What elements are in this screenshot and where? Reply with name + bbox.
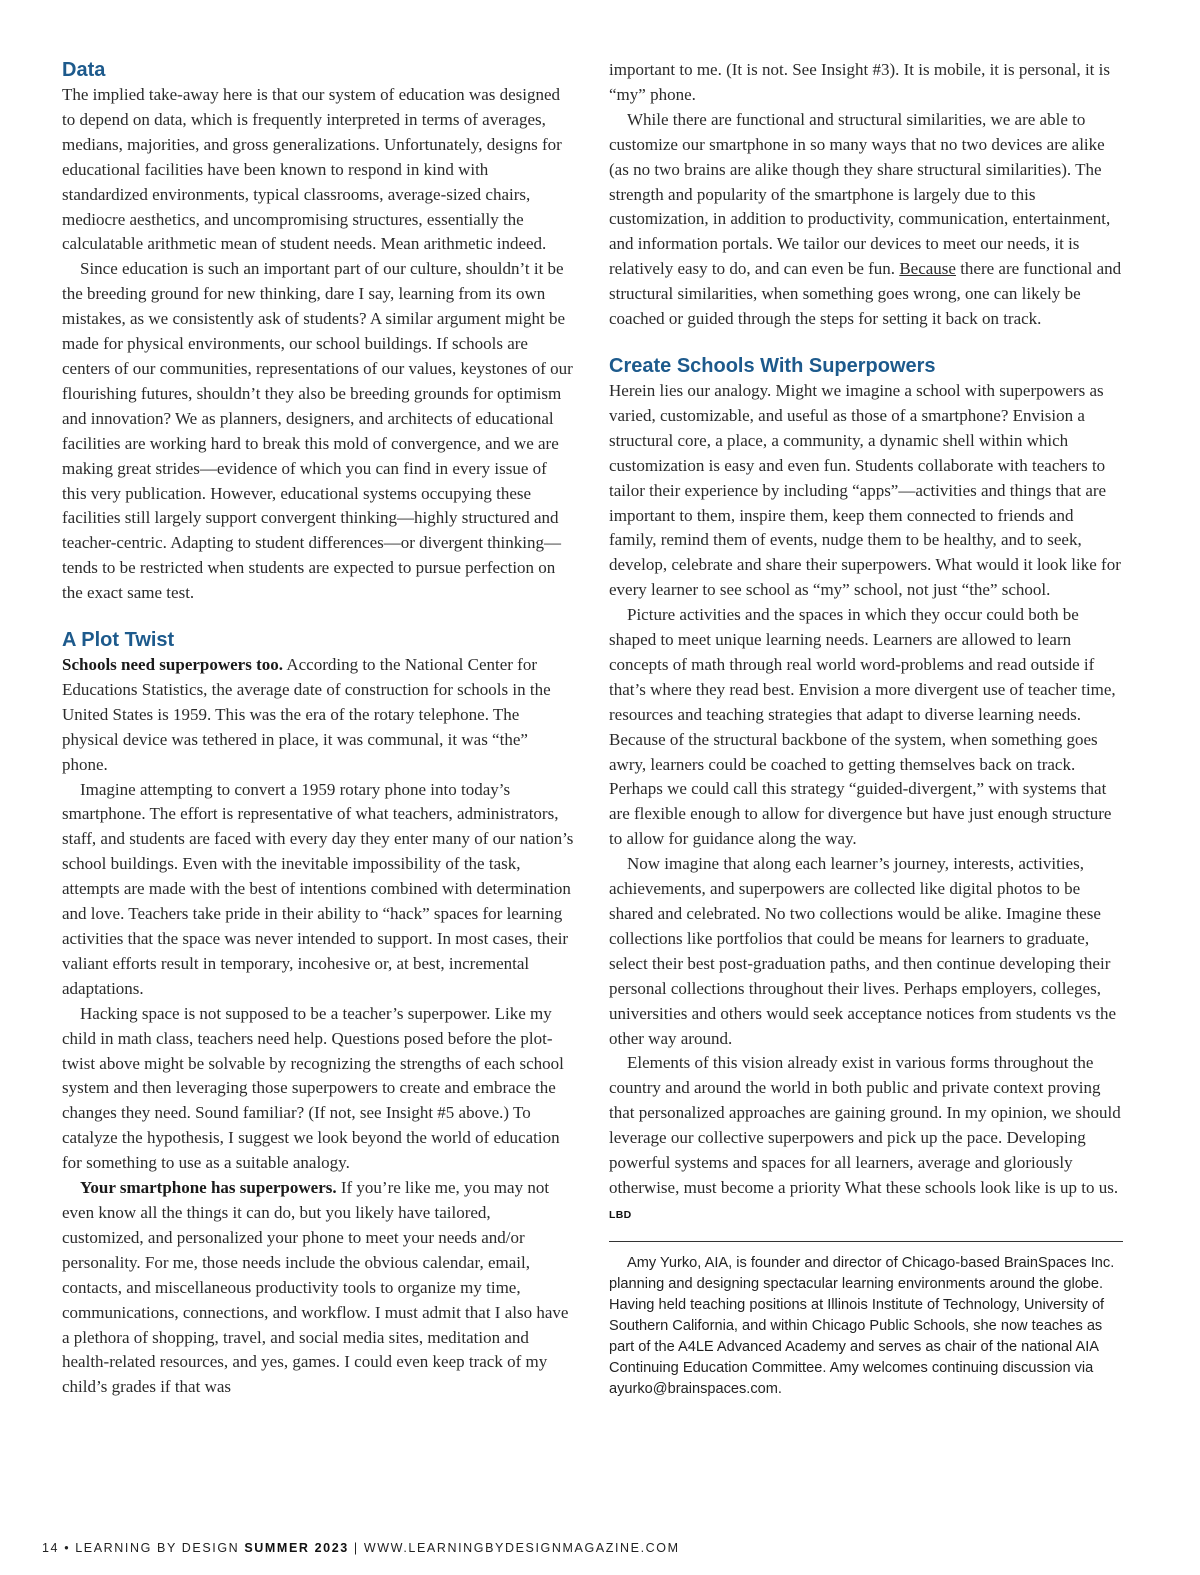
bio-divider (609, 1241, 1123, 1242)
lead-in-text: Schools need superpowers too. (62, 655, 284, 675)
paragraph: Hacking space is not supposed to be a teacher’s superpower. Like my child in math class, teachers need help. Questions posed before the plot-twist above might be solvable by recognizing the strengths of each school system and then leveraging those superpowers to create and embrace the changes they need. Sound familiar? (If not, see Insight #5 above.) To catalyze the hypothesis, I suggest we look beyond the world of education for something to use as a suitable analogy. (62, 1003, 564, 1173)
paragraph: The implied take-away here is that our system of education was designed to depend on data, which is frequently interpreted in terms of averages, medians, majorities, and gross generalizations. Unfortunately, designs for educational facilities have been known to respond in kind with standardized environments, typical classrooms, average-sized chairs, mediocre aesthetics, and uncompromising structures, essentially the calculatable arithmetic mean of student needs. Mean arithmetic indeed. (62, 85, 562, 254)
paragraph: Since education is such an important part of our culture, shouldn’t it be the breeding ground for new thinking, dare I say, learning from its own mistakes, as we consistently ask of students? A similar argument might be made for physical environments, our school buildings. If schools are centers of our communities, representations of our values, keystones of our flourishing futures, shouldn’t they also be breeding grounds for optimism and innovation? We as planners, designers, and architects of educational facilities are working hard to break this mold of convergence, and we are making great strides—evidence of which you can find in every issue of this very publication. However, educational systems occupying these facilities still largely support convergent thinking—highly structured and teacher-centric. Adapting to student differences—or divergent thinking—tends to be restricted when students are expected to pursue perfection on the exact same test. (62, 259, 573, 603)
paragraph: Herein lies our analogy. Might we imagine a school with superpowers as varied, customizable, and useful as those of a smartphone? Envision a structural core, a place, a community, a dynamic shell within which customization is easy and even fun. Students collaborate with teachers to tailor their experience by including “apps”—activities and things that are important to them, inspire them, keep them connected to friends and family, remind them of events, nudge them to be healthy, and to seek, develop, celebrate and share their superpowers. What would it look like for every learner to see school as “my” school, not just “the” school. (609, 380, 1121, 600)
paragraph: important to me. (It is not. See Insight #3). It is mobile, it is personal, it is “my” phone. (609, 60, 1110, 104)
section-heading-superpowers: Create Schools With Superpowers (609, 354, 936, 377)
paragraph: Picture activities and the spaces in which they occur could both be shaped to meet unique learning needs. Learners are allowed to learn concepts of math through real world word-problems and read outside if that’s where they read best. Envision a more divergent use of teacher time, resources and teaching strategies that adapt to diverse learning needs. Because of the structural backbone of the system, when something goes awry, learners could be coached to getting themselves back on track. Perhaps we could call this strategy “guided-divergent,” with systems that are flexible enough to allow for divergence but have just enough structure to allow for guidance along the way. (609, 605, 1116, 849)
website-link[interactable]: WWW.LEARNINGBYDESIGNMAGAZINE.COM (363, 1541, 680, 1555)
underlined-word: Because (899, 259, 956, 279)
paragraph (609, 1051, 1123, 1227)
paragraph (609, 108, 1123, 332)
issue-label: SUMMER 2023 (244, 1541, 349, 1555)
footer-separator: | (353, 1541, 359, 1555)
paragraph-text: Elements of this vision already exist in various forms throughout the country and around the world in both public and private context proving that personalized approaches are gaining ground. In my opinion, we should leverage our collective superpowers and pick up the pace. Developing powerful systems and spaces for all learners, average and gloriously otherwise, must become a priority What these schools look like is up to us. (609, 1053, 1121, 1197)
right-column (609, 58, 1123, 1400)
magazine-name: LEARNING BY DESIGN (75, 1541, 240, 1555)
author-bio: Amy Yurko, AIA, is founder and director of Chicago-based BrainSpaces Inc. planning and designing spectacular learning environments around the globe. Having held teaching positions at Illinois Institute of Technology, University of Southern California, and within Chicago Public Schools, she now teaches as part of the A4LE Advanced Academy and serves as chair of the national AIA Continuing Education Committee. Amy welcomes continuing discussion via ayurko@brainspaces.com. (609, 1254, 1115, 1397)
paragraph: Now imagine that along each learner’s journey, interests, activities, achievements, and superpowers are collected like digital photos to be shared and celebrated. No two collections would be alike. Imagine these collections like portfolios that could be means for learners to graduate, select their best post-graduation paths, and then continue developing their personal collections throughout their lives. Perhaps employers, colleges, universities and others would seek acceptance notices from students vs the other way around. (609, 854, 1117, 1048)
footer-bullet: • (64, 1541, 71, 1555)
end-mark: LBD (609, 1208, 632, 1221)
paragraph: Imagine attempting to convert a 1959 rotary phone into today’s smartphone. The effort is representative of what teachers, administrators, staff, and students are faced with every day they enter many of our nation’s school buildings. Even with the inevitable impossibility of the task, attempts are made with the best of intentions combined with determination and love. Teachers take pride in their ability to “hack” spaces for learning activities that the space was never intended to support. In most cases, their valiant efforts result in temporary, incohesive or, at best, incremental adaptations. (62, 779, 574, 998)
section-heading-plot-twist: A Plot Twist (62, 629, 175, 652)
paragraph-text: If you’re like me, you may not even know all the things it can do, but you likely have tailored, customized, and personalized your phone to meet your needs and/or personality. For me, those needs include the obvious calendar, email, contacts, and miscellaneous productivity tools to organize my time, communications, connections, and workflow. I must admit that I also have a plethora of shopping, travel, and social media sites, meditation and health-related resources, and yes, games. I could even keep track of my child’s grades if that was (62, 1178, 569, 1397)
paragraph (62, 653, 574, 778)
section-heading-data: Data (62, 59, 106, 81)
page-number: 14 (42, 1541, 60, 1555)
left-column (62, 58, 574, 1400)
page-footer (42, 1541, 680, 1555)
paragraph-text: there are functional and structural similarities, when something goes wrong, one can likely be coached or guided through the steps for setting it back on track. (609, 259, 1122, 329)
paragraph-text: According to the National Center for Educations Statistics, the average date of construction for schools in the United States is 1959. This was the era of the rotary telephone. The physical device was tethered in place, it was communal, it was “the” phone. (62, 655, 551, 774)
paragraph (62, 1176, 574, 1400)
lead-in-text: Your smartphone has superpowers. (80, 1178, 337, 1198)
paragraph-text: While there are functional and structural similarities, we are able to customize our smartphone in so many ways that no two devices are alike (as no two brains are alike though they share structural similarities). The strength and popularity of the smartphone is largely due to this customization, in addition to productivity, communication, entertainment, and information portals. We tailor our devices to meet our needs, it is relatively easy to do, and can even be fun. (609, 109, 1111, 279)
